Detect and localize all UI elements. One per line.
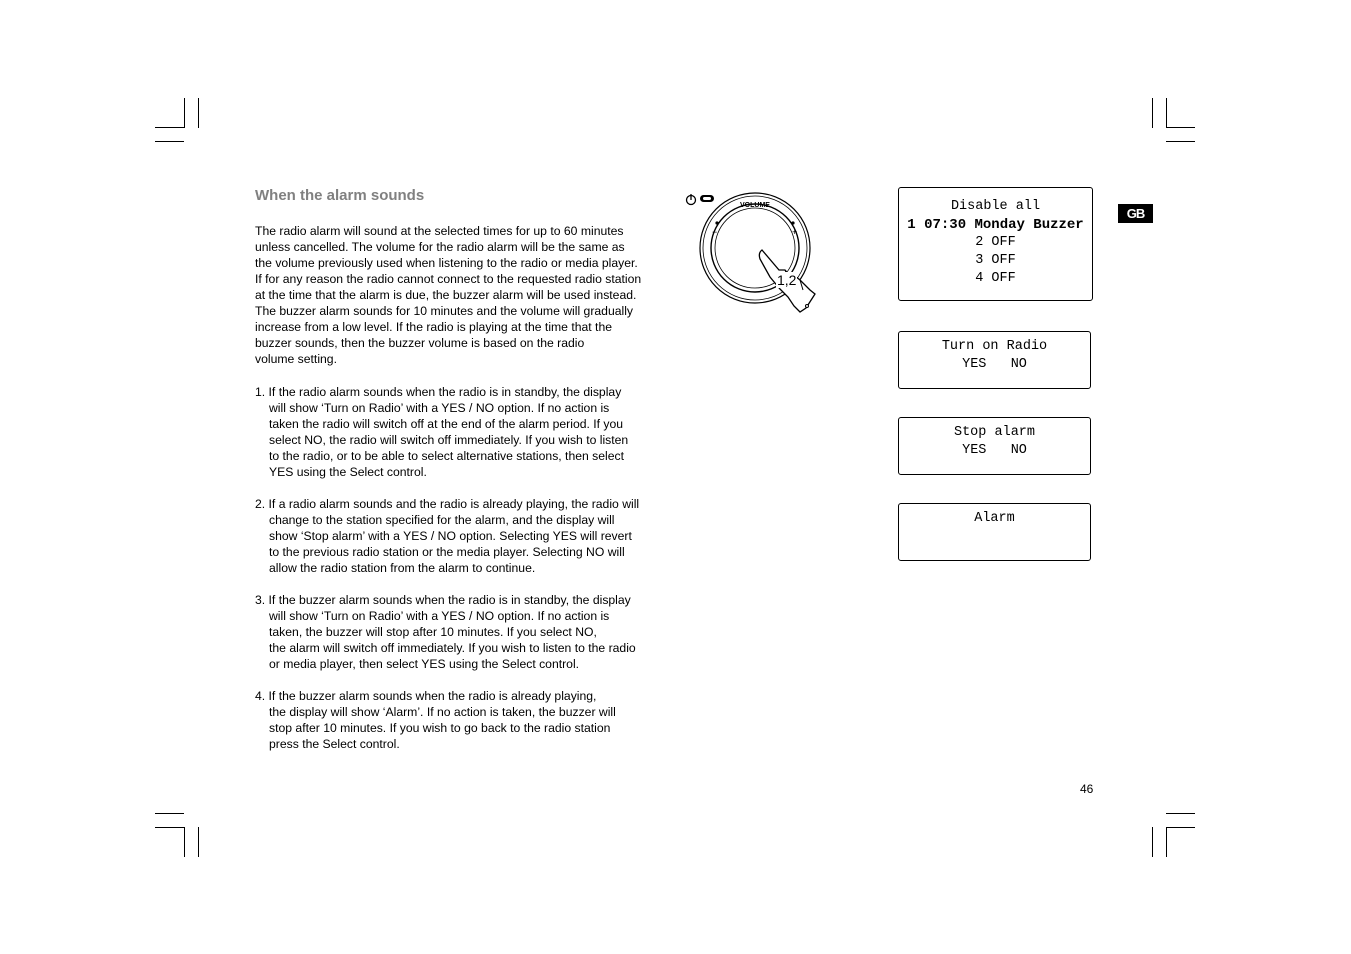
text-line: 4. If the buzzer alarm sounds when the radio is already playing,: [255, 689, 597, 703]
step-3: [255, 592, 636, 672]
minus-label: −: [712, 227, 718, 237]
text-line: will show ‘Turn on Radio’ with a YES / NO option. If no action is: [269, 401, 610, 415]
text-line: to the radio, or to be able to select alternative stations, then select: [269, 449, 625, 463]
lcd-display-alarm-list: [898, 187, 1093, 301]
text-line: or media player, then select YES using the Select control.: [269, 657, 580, 671]
lcd-line: Disable all: [950, 199, 1041, 214]
step-marker-label: 1,2: [777, 272, 797, 288]
section-heading: When the alarm sounds: [255, 187, 425, 204]
text-line: allow the radio station from the alarm to continue.: [269, 561, 536, 575]
lcd-line: Turn on Radio: [941, 339, 1048, 354]
lcd-line: YES NO: [962, 443, 1027, 458]
lcd-line: YES NO: [962, 357, 1027, 372]
text-line: at the time that the alarm is due, the buzzer alarm will be used instead.: [255, 288, 637, 302]
lcd-line: Alarm: [974, 511, 1015, 526]
text-line: the display will show ‘Alarm’. If no action is taken, the buzzer will: [269, 705, 616, 719]
lcd-line: 2 OFF: [975, 235, 1016, 250]
step-2: [255, 496, 639, 576]
text-line: buzzer sounds, then the buzzer volume is based on the radio: [255, 336, 585, 350]
text-line: unless cancelled. The volume for the radio alarm will be the same as: [255, 240, 625, 254]
lcd-line: Stop alarm: [953, 425, 1035, 440]
text-line: 1. If the radio alarm sounds when the radio is in standby, the display: [255, 385, 622, 399]
text-line: stop after 10 minutes. If you wish to go back to the radio station: [269, 721, 611, 735]
step-4: [255, 688, 616, 752]
lcd-display-stop-alarm: [898, 417, 1091, 475]
lcd-line-selected: 1 07:30 Monday Buzzer: [907, 217, 1084, 233]
text-line: 2. If a radio alarm sounds and the radio is already playing, the radio will: [255, 497, 640, 511]
text-line: taken, the buzzer will stop after 10 minutes. If you select NO,: [269, 625, 597, 639]
text-line: will show ‘Turn on Radio’ with a YES / NO option. If no action is: [269, 609, 610, 623]
page-number: 46: [1080, 782, 1094, 796]
text-line: volume setting.: [255, 352, 337, 366]
lcd-line: 3 OFF: [975, 253, 1016, 268]
text-line: to the previous radio station or the media player. Selecting NO will: [269, 545, 625, 559]
text-line: the volume previously used when listening to the radio or media player.: [255, 256, 638, 270]
text-line: taken the radio will switch off at the end of the alarm period. If you: [269, 417, 624, 431]
text-line: change to the station specified for the alarm, and the display will: [269, 513, 615, 527]
text-line: If for any reason the radio cannot connect to the requested radio station: [255, 272, 642, 286]
text-line: YES using the Select control.: [269, 465, 427, 479]
text-line: 3. If the buzzer alarm sounds when the radio is in standby, the display: [255, 593, 631, 607]
text-line: The radio alarm will sound at the selected times for up to 60 minutes: [255, 224, 624, 238]
lcd-display-turn-on-radio: [898, 331, 1091, 389]
text-line: show ‘Stop alarm’ with a YES / NO option. Selecting YES will revert: [269, 529, 632, 543]
text-line: press the Select control.: [269, 737, 400, 751]
text-line: select NO, the radio will switch off immediately. If you wish to listen: [269, 433, 629, 447]
volume-label: VOLUME: [740, 202, 770, 209]
lcd-display-alarm: [898, 503, 1091, 561]
language-tab: GB: [1118, 204, 1153, 223]
lcd-line: 4 OFF: [975, 271, 1016, 286]
step-1: [255, 384, 628, 480]
volume-knob-illustration: [682, 186, 832, 320]
power-icon: [687, 194, 696, 205]
text-line: The buzzer alarm sounds for 10 minutes and the volume will gradually: [255, 304, 634, 318]
intro-paragraph: [255, 223, 641, 367]
plus-label: +: [792, 227, 798, 237]
text-line: increase from a low level. If the radio is playing at the time that the: [255, 320, 613, 334]
text-line: the alarm will switch off immediately. If you wish to listen to the radio: [269, 641, 636, 655]
